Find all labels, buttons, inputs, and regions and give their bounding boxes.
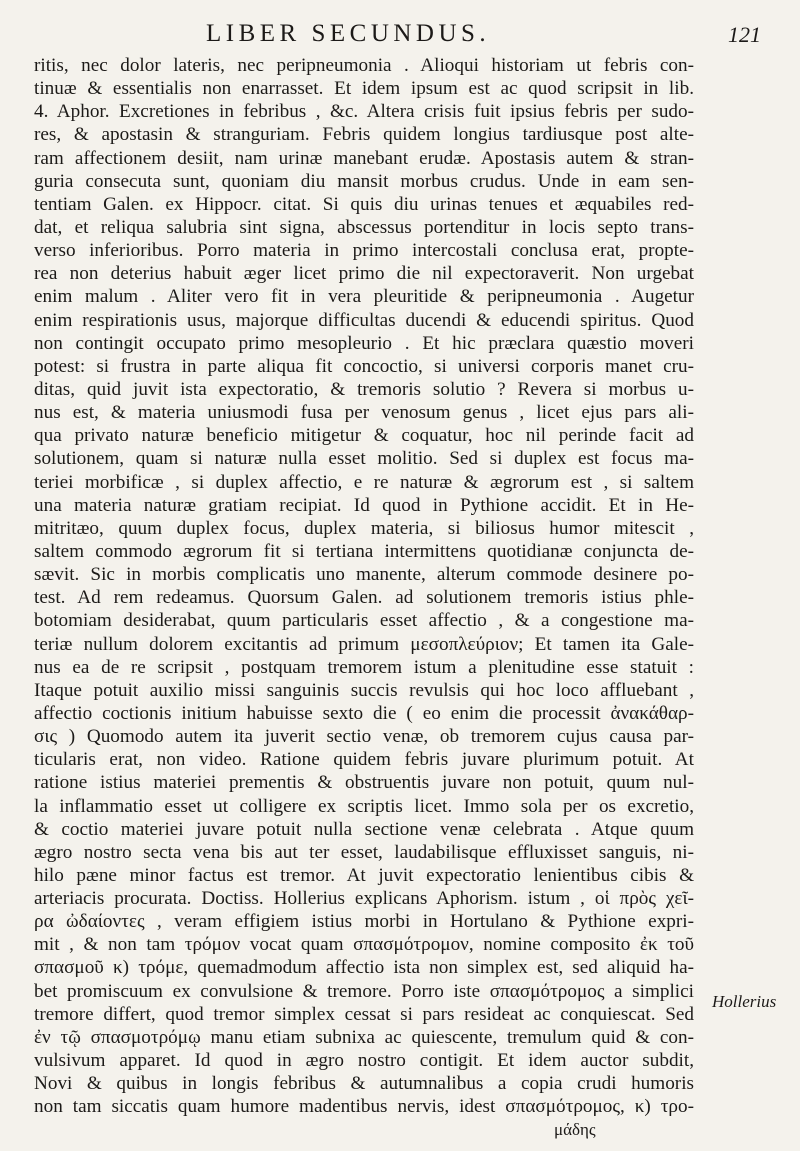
text-line: non contingit occupato primo mesopleurio . Et hic præclara quæstio moveri [34,332,694,354]
text-line: rea non deterius habuit æger licet primo die nil expectoraverit. Non urgebat [34,263,694,285]
text-line: σις ) Quomodo autem ita juverit sectio venæ, ob tremorem cujus causa par- [34,726,694,748]
text-line: hilo pæne minor factus est tremor. At juvit expectoratio lenientibus cibis & [34,864,694,886]
page-header [0,18,800,48]
text-line: nus est, & materia uniusmodi fusa per venosum genus , licet ejus pars ali- [34,402,694,424]
text-line: teriei morbificæ , si duplex affectio, e re naturæ & ægrorum est , si saltem [34,471,694,493]
text-line: non tam siccatis quam humore madentibus nervis, idest σπασμότρομος, κ) τρο- [34,1096,694,1118]
text-line: enim malum . Aliter vero fit in vera pleuritide & peripneumonia . Augetur [34,286,694,308]
text-line: teriæ nullum dolorem excitantis ad primum μεσοπλεύριον; Et tamen ita Gale- [34,633,694,655]
text-line: ἐν τῷ σπασμοτρόμῳ manu etiam subnixa ac quiescente, tremulum quid & con- [34,1026,694,1048]
text-line: ægro nostro secta vena bis aut ter esset, laudabilisque effluxisset sanguis, ni- [34,841,694,863]
text-line: ticularis erat, non video. Ratione quidem febris juvare plurimum potuit. At [34,749,694,771]
text-line: ratione istius materiei prementis & obstruentis juvare non potuit, quum nul- [34,772,694,794]
text-line: μάδης [554,1120,596,1140]
text-line: una materia naturæ gratiam recipiat. Id quod in Pythione accidit. Et in He- [34,494,694,516]
text-line: qua privato naturæ beneficio mitigetur & coquatur, hoc nil perinde facit ad [34,425,694,447]
text-line: arteriacis procurata. Doctiss. Hollerius explicans Aphorism. istum , οἱ πρὸς χεῖ- [34,888,694,910]
text-line: tremore differt, quod tremor simplex cessat si pars resideat ac conquiescat. Sed [34,1003,694,1025]
text-line: tentiam Galen. ex Hippocr. citat. Si quis diu urinas tenues et æquabiles red- [34,193,694,215]
body-text [34,54,694,1142]
text-line: ritis, nec dolor lateris, nec peripneumonia . Alioqui historiam ut febris con- [34,55,694,76]
text-line: Itaque potuit auxilio missi sanguinis succis revulsis qui hoc loco affluebant , [34,679,694,701]
text-line: vulsivum apparet. Id quod in ægro nostro contigit. Et idem auctor subdit, [34,1050,694,1072]
text-line: & coctio materiei juvare potuit nulla sectione venæ celebrata . Atque quum [34,818,694,840]
text-line: mitritæo, quum duplex focus, duplex materia, si biliosus humor mitescit , [34,517,694,539]
text-line: σπασμοῦ κ) τρόμε, quemadmodum affectio ista non simplex est, sed aliquid ha- [34,957,694,979]
text-line: enim respirationis usus, majorque difficultas ducendi & educendi spiritus. Quod [34,309,694,331]
text-line: res, & apostasin & stranguriam. Febris quidem longius tardiusque post alte- [34,124,694,146]
text-line: ram affectionem desiit, nam urinæ manebant erudæ. Apostasis autem & stran- [34,147,694,169]
text-line: saltem commodo ægrorum fit si tertiana intermittens quotidianæ conjuncta de- [34,540,694,562]
text-line: ρα ὠδαίοντες , veram effigiem istius morbi in Hortulano & Pythione expri- [34,911,694,933]
text-line: solutionem, quam si naturæ nulla esset molitio. Sed si duplex est focus ma- [34,448,694,470]
text-line: verso inferioribus. Porro materia in primo intercostali conclusa erat, propte- [34,240,694,262]
text-line: la inflammatio esset ut colligere ex scriptis licet. Immo sola per os excretio, [34,795,694,817]
text-line: affectio coctionis initium habuisse sexto die ( eo enim die processit ἀνακάθαρ- [34,702,694,724]
text-line: Novi & quibus in longis febribus & autumnalibus a copia crudi humoris [34,1073,694,1095]
text-line: ditas, quid juvit ista expectoratio, & tremoris solutio ? Revera si morbus u- [34,378,694,400]
text-line: tinuæ & essentialis non enarrasset. Et idem ipsum est ac quod scripsit in lib. [34,78,694,100]
text-line: botomiam desiderabat, quum particularis esset affectio , & a congestione ma- [34,610,694,632]
text-line: 4. Aphor. Excretiones in febribus , &c. Altera crisis fuit ipsius febris per sudo- [34,101,694,123]
running-title: LIBER SECUNDUS. [206,20,491,47]
text-line: guria consecuta sunt, quoniam diu mansit morbus crudus. Unde in eam sen- [34,170,694,192]
text-line: mit , & non tam τρόμον vocat quam σπασμότρομον, nomine composito ἐκ τοῦ [34,934,694,956]
margin-note: Hollerius [712,992,777,1011]
text-line: dat, et reliqua salubria sint signa, abscessus portenditur in locis septo trans- [34,216,694,238]
text-line: bet promiscuum ex convulsione & tremore. Porro iste σπασμότρομος a simplici [34,980,694,1002]
text-line: sævit. Sic in morbis complicatis uno manente, alterum commode desinere po- [34,564,694,586]
text-line: nus ea de re scripsit , postquam tremorem istum a plenitudine esse statuit : [34,656,694,678]
text-line: test. Ad rem redeamus. Quorsum Galen. ad solutionem tremoris istius phle- [34,587,694,609]
page-number: 121 [728,22,761,47]
text-line: potest: si frustra in parte aliqua fit concoctio, si universi corporis manet cru- [34,355,694,377]
